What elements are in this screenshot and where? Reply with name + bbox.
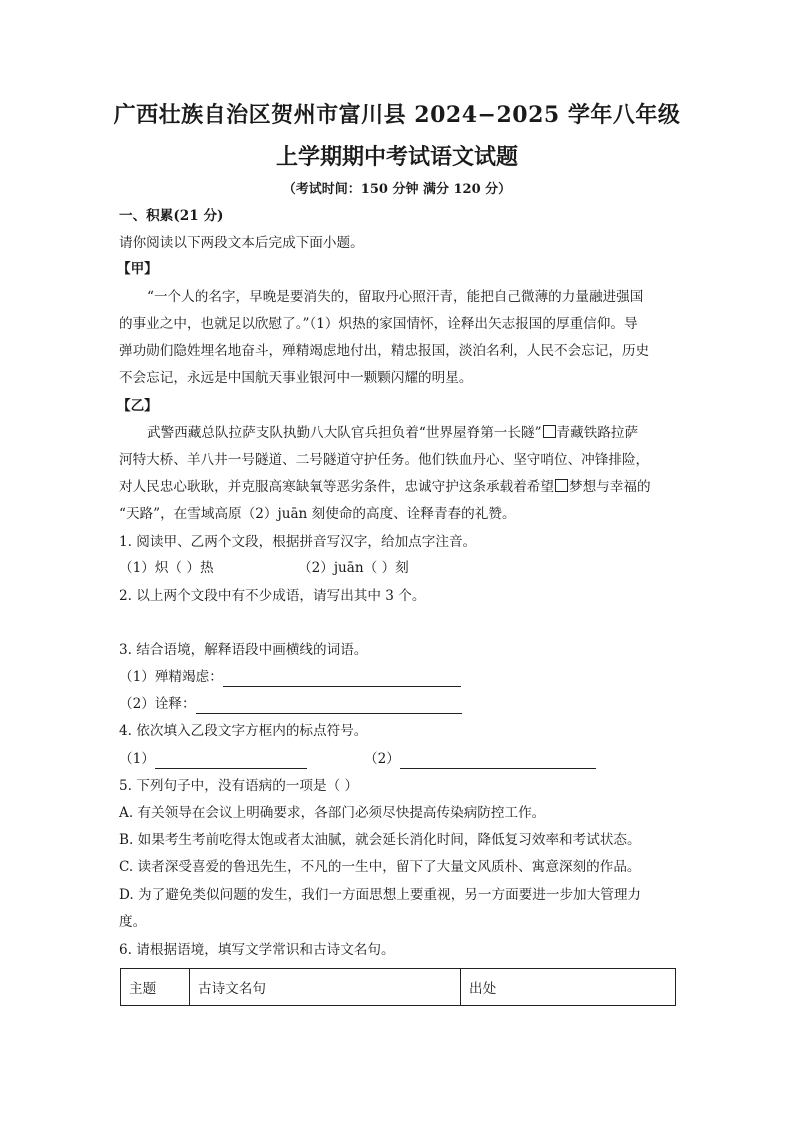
passage-yi-text: 青藏铁路拉萨 (556, 425, 639, 441)
question-3-part-a (119, 667, 461, 687)
question-3-label-a: （1）殚精竭虑： (119, 669, 223, 685)
question-5-option-b[interactable]: B. 如果考生考前吃得太饱或者太油腻，就会延长消化时间，降低复习效率和考试状态。 (119, 832, 641, 848)
table-header-row (121, 969, 676, 1006)
table-header-cell: 古诗文名句 (190, 969, 461, 1006)
question-2: 2. 以上两个文段中有不少成语，请写出其中 3 个。 (119, 588, 426, 604)
question-5-option-d-cont: 度。 (119, 914, 147, 930)
passage-jia-label: 【甲】 (117, 261, 158, 277)
exam-title-line1: 广西壮族自治区贺州市富川县 2024−2025 学年八年级 (113, 102, 681, 128)
question-5-option-c[interactable]: C. 读者深受喜爱的鲁迅先生，不凡的一生中，留下了大量文风质朴、寓意深刻的作品。 (119, 859, 641, 875)
question-6: 6. 请根据语境，填写文学常识和古诗文名句。 (119, 942, 395, 958)
question-4: 4. 依次填入乙段文字方框内的标点符号。 (119, 723, 368, 739)
punctuation-blank-box-1[interactable] (543, 425, 556, 438)
exam-info: （考试时间：150 分钟 满分 120 分） (282, 182, 512, 197)
question-4-label-b: （2） (364, 751, 400, 767)
table-header-cell: 出处 (461, 969, 676, 1006)
question-5: 5. 下列句子中，没有语病的一项是（ ） (119, 778, 359, 794)
passage-jia-line: 不会忘记，永远是中国航天事业银河中一颗颗闪耀的明星。 (119, 370, 473, 386)
answer-line[interactable] (196, 697, 462, 714)
question-4-label-a: （1） (119, 751, 155, 767)
question-3-part-b (119, 694, 462, 714)
answer-line[interactable] (155, 752, 307, 769)
passage-jia-line: 的事业之中，也就足以欣慰了。”（1）炽热的家国情怀，诠释出矢志报国的厚重信仰。导 (119, 316, 638, 332)
passage-yi-text: 对人民忠心耿耿，并克服高寒缺氧等恶劣条件，忠诚守护这条承载着希望 (119, 479, 554, 495)
question-3: 3. 结合语境，解释语段中画横线的词语。 (119, 642, 368, 658)
question-4-part-b (364, 749, 596, 769)
passage-yi-text: 梦想与幸福的 (569, 479, 651, 495)
answer-line[interactable] (400, 752, 596, 769)
punctuation-blank-box-2[interactable] (555, 479, 568, 492)
question-1: 1. 阅读甲、乙两个文段，根据拼音写汉字，给加点字注音。 (119, 534, 477, 550)
answer-line[interactable] (223, 670, 461, 687)
passage-jia-line: “一个人的名字，早晚是要消失的，留取丹心照汗青，能把自己微薄的力量融进强国 (147, 289, 644, 305)
passage-yi-label: 【乙】 (117, 398, 158, 414)
passage-yi-line (147, 423, 638, 443)
question-6-table (120, 968, 676, 1006)
question-5-option-d[interactable]: D. 为了避免类似问题的发生，我们一方面思想上要重视，另一方面要进一步加大管理力 (119, 887, 642, 903)
table-header-cell: 主题 (121, 969, 190, 1006)
passage-jia-line: 弹功勋们隐姓埋名地奋斗，殚精竭虑地付出，精忠报国，淡泊名利，人民不会忘记，历史 (119, 343, 650, 359)
question-1-part-a[interactable]: （1）炽（ ）热 (119, 560, 214, 576)
question-1-part-b[interactable]: （2）juān（ ）刻 (298, 560, 409, 576)
passage-yi-line: 河特大桥、羊八井一号隧道、二号隧道守护任务。他们铁血丹心、坚守哨位、冲锋排险， (119, 452, 650, 468)
question-4-part-a (119, 749, 307, 769)
question-5-option-a[interactable]: A. 有关领导在会议上明确要求，各部门必须尽快提高传染病防控工作。 (119, 805, 546, 821)
section-heading: 一、积累(21 分) (119, 208, 224, 224)
exam-title-line2: 上学期期中考试语文试题 (275, 144, 518, 170)
question-3-label-b: （2）诠释： (119, 696, 196, 712)
section-instruction: 请你阅读以下两段文本后完成下面小题。 (119, 235, 364, 251)
passage-yi-text: 武警西藏总队拉萨支队执勤八大队官兵担负着“世界屋脊第一长隧” (147, 425, 542, 441)
passage-yi-line: “天路”，在雪域高原（2）juān 刻使命的高度、诠释青春的礼赞。 (119, 506, 516, 522)
passage-yi-line (119, 477, 651, 497)
